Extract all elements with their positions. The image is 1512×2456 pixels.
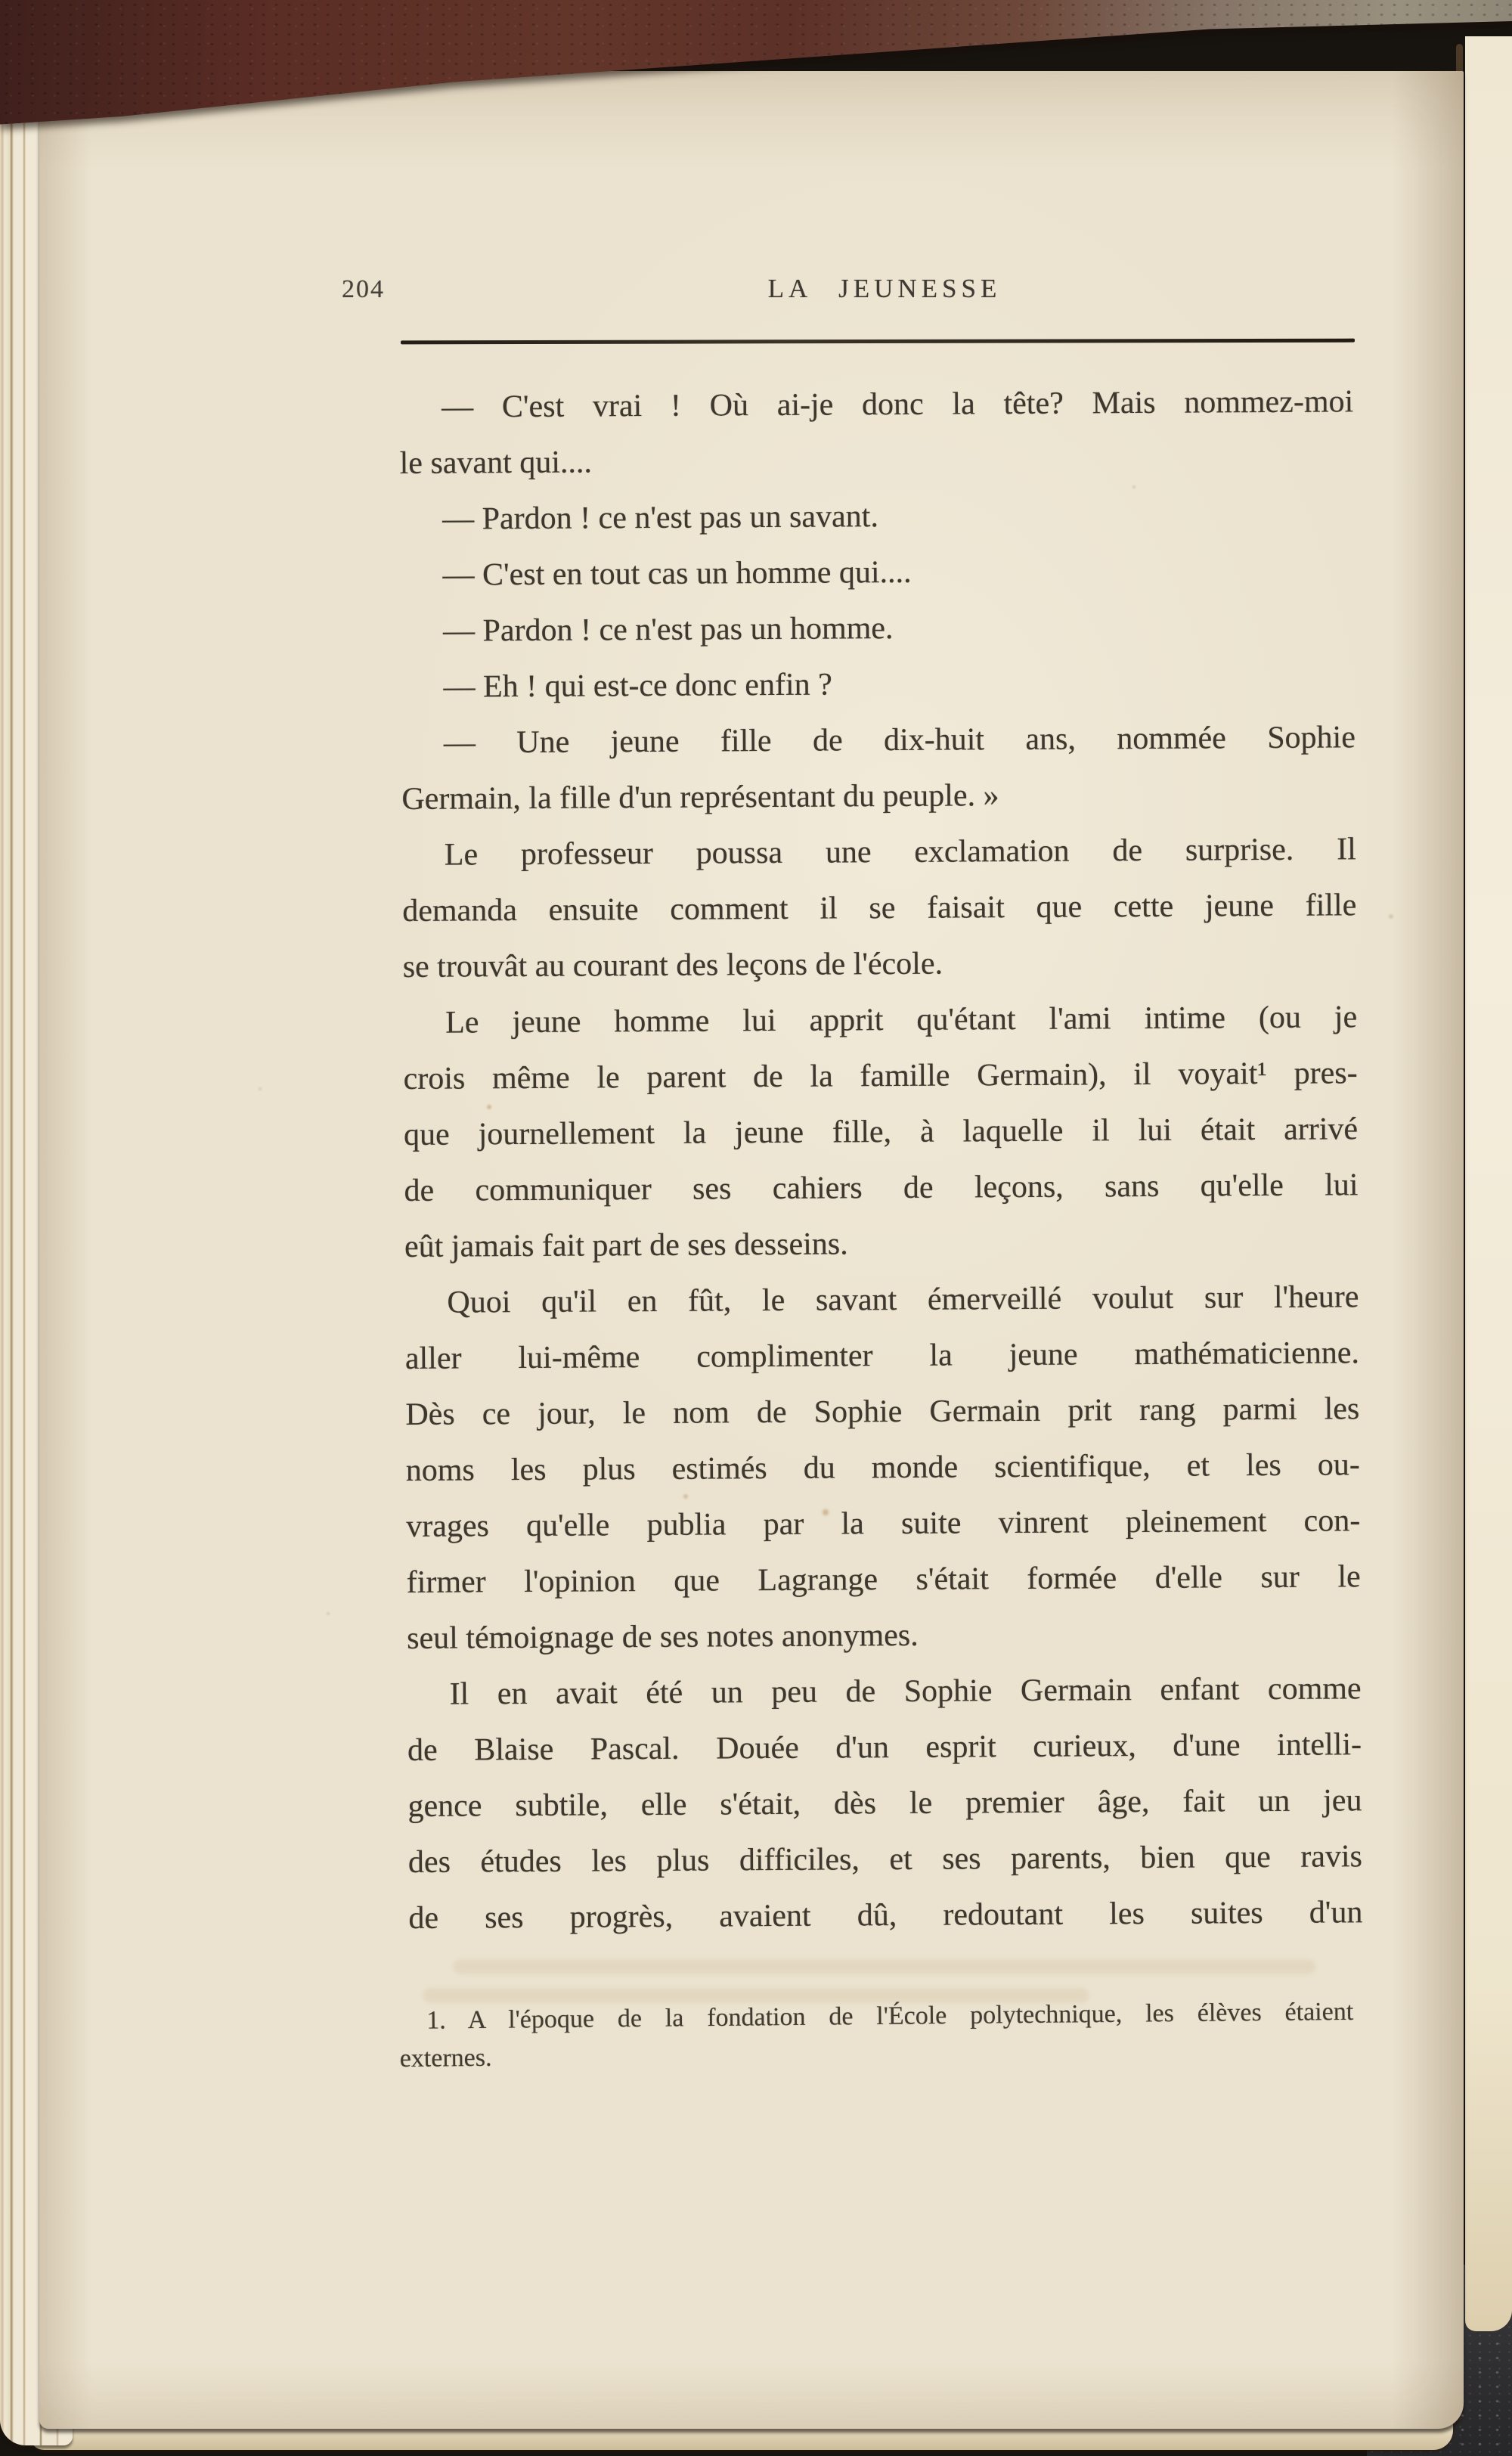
text-line: Germain, la fille d'un représentant du peuple. » — [401, 778, 999, 817]
text-line: de communiquer ses cahiers de leçons, sans qu'elle lui — [404, 1168, 1359, 1208]
text-line: Il en avait été un peu de Sophie Germain enfant comme — [449, 1671, 1362, 1712]
text-line: des études les plus difficiles, et ses parents, bien que ravis — [407, 1839, 1363, 1880]
text-line: le savant qui.... — [399, 445, 593, 481]
text-line: se trouvât au courant des leçons de l'école. — [402, 946, 943, 985]
text-line: vrages qu'elle publia par la suite vinrent pleinement con- — [406, 1503, 1361, 1544]
text-line: crois même le parent de la famille Germain), il voyait¹ pres- — [403, 1056, 1358, 1096]
show-through-smudge — [454, 1960, 1315, 1974]
text-line: gence subtile, elle s'était, dès le premier âge, fait un jeu — [407, 1783, 1362, 1824]
text-line: — Une jeune fille de dix-huit ans, nommée Sophie — [443, 720, 1356, 761]
text-line: eût jamais fait part de ses desseins. — [404, 1226, 848, 1264]
text-line: — Pardon ! ce n'est pas un homme. — [442, 611, 894, 649]
text-line: seul témoignage de ses notes anonymes. — [407, 1617, 919, 1656]
body-text — [399, 374, 1363, 1946]
text-line: firmer l'opinion que Lagrange s'était formée d'elle sur le — [406, 1559, 1361, 1600]
footnote-line: externes. — [399, 2043, 492, 2073]
footnote-line: 1. A l'époque de la fondation de l'École polytechnique, les élèves étaient — [426, 1997, 1354, 2035]
foxing-specks — [0, 0, 3, 3]
text-line: demanda ensuite comment il se faisait que cette jeune fille — [402, 888, 1357, 929]
text-line: Dès ce jour, le nom de Sophie Germain prit rang parmi les — [405, 1391, 1360, 1432]
text-line: — C'est en tout cas un homme qui.... — [442, 554, 912, 593]
book-cover-top — [0, 0, 1512, 132]
text-line: — Pardon ! ce n'est pas un savant. — [442, 499, 879, 537]
text-line: — C'est vrai ! Où ai-je donc la tête? Mais nommez-moi — [442, 384, 1354, 425]
text-line: Quoi qu'il en fût, le savant émerveillé voulut sur l'heure — [447, 1279, 1359, 1320]
text-line: Le professeur poussa une exclamation de surprise. Il — [444, 832, 1356, 873]
text-line: que journellement la jeune fille, à laquelle il lui était arrivé — [403, 1112, 1359, 1152]
page-number: 204 — [342, 275, 385, 303]
text-line: de Blaise Pascal. Douée d'un esprit curieux, d'une intelli- — [407, 1727, 1362, 1768]
text-line: Le jeune homme lui apprit qu'étant l'ami intime (ou je — [445, 1000, 1358, 1040]
footnote — [399, 1993, 1354, 2078]
text-line: de ses progrès, avaient dû, redoutant les suites d'un — [408, 1895, 1363, 1936]
text-line: — Eh ! qui est-ce donc enfin ? — [443, 667, 832, 705]
leather-texture — [0, 0, 1512, 132]
next-page-edge — [1465, 36, 1512, 2331]
text-line: aller lui-même complimenter la jeune mathématicienne. — [404, 1335, 1360, 1376]
text-line: noms les plus estimés du monde scientifique, et les ou- — [405, 1447, 1360, 1488]
running-title: LA JEUNESSE — [767, 274, 1002, 303]
